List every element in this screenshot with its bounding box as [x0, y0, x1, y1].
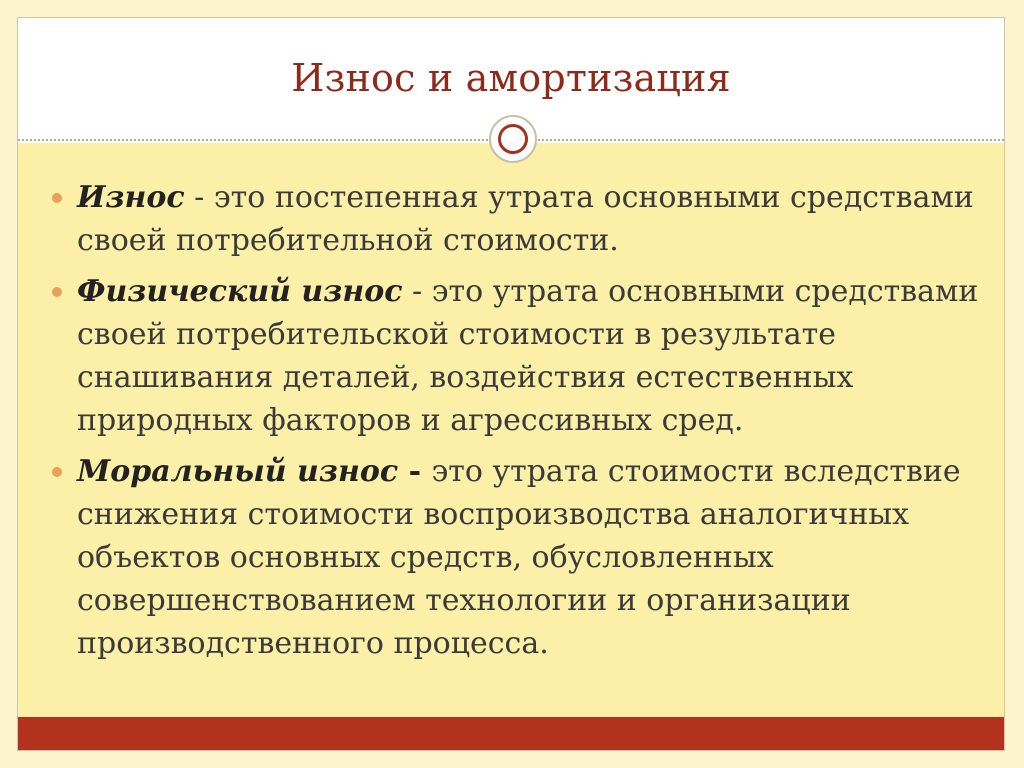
list-item-physical-wear	[51, 270, 991, 442]
slide-title: Износ и амортизация	[291, 56, 731, 100]
term-moral-wear: Моральный износ	[77, 454, 399, 489]
term-separator: -	[398, 454, 432, 489]
definition-text: это утрата стоимости вследствие снижения стоимости воспроизводства аналогичных объектов основных средств, обусловленных совершенствованием технологии и организации производственного процесса.	[77, 454, 961, 661]
list-item-wear	[51, 176, 991, 262]
term-separator: -	[184, 180, 214, 215]
term-separator: -	[402, 274, 432, 309]
slide-frame	[17, 17, 1005, 751]
bullet-list	[51, 176, 991, 673]
definition-text: это утрата основными средствами своей потребительской стоимости в результате снашивания деталей, воздействия естественных природных факторов и агрессивных сред.	[77, 274, 979, 438]
bullet-marker-icon	[52, 287, 62, 297]
term-wear: Износ	[77, 180, 185, 215]
list-item-moral-wear	[51, 450, 991, 665]
definition-text: это постепенная утрата основными средствами своей потребительной стоимости.	[77, 180, 974, 258]
term-physical-wear: Физический износ	[77, 274, 403, 309]
bullet-marker-icon	[52, 467, 62, 477]
ring-icon	[498, 124, 528, 154]
bullet-marker-icon	[52, 193, 62, 203]
footer-bar	[18, 717, 1004, 751]
circle-ornament-icon	[489, 115, 537, 163]
